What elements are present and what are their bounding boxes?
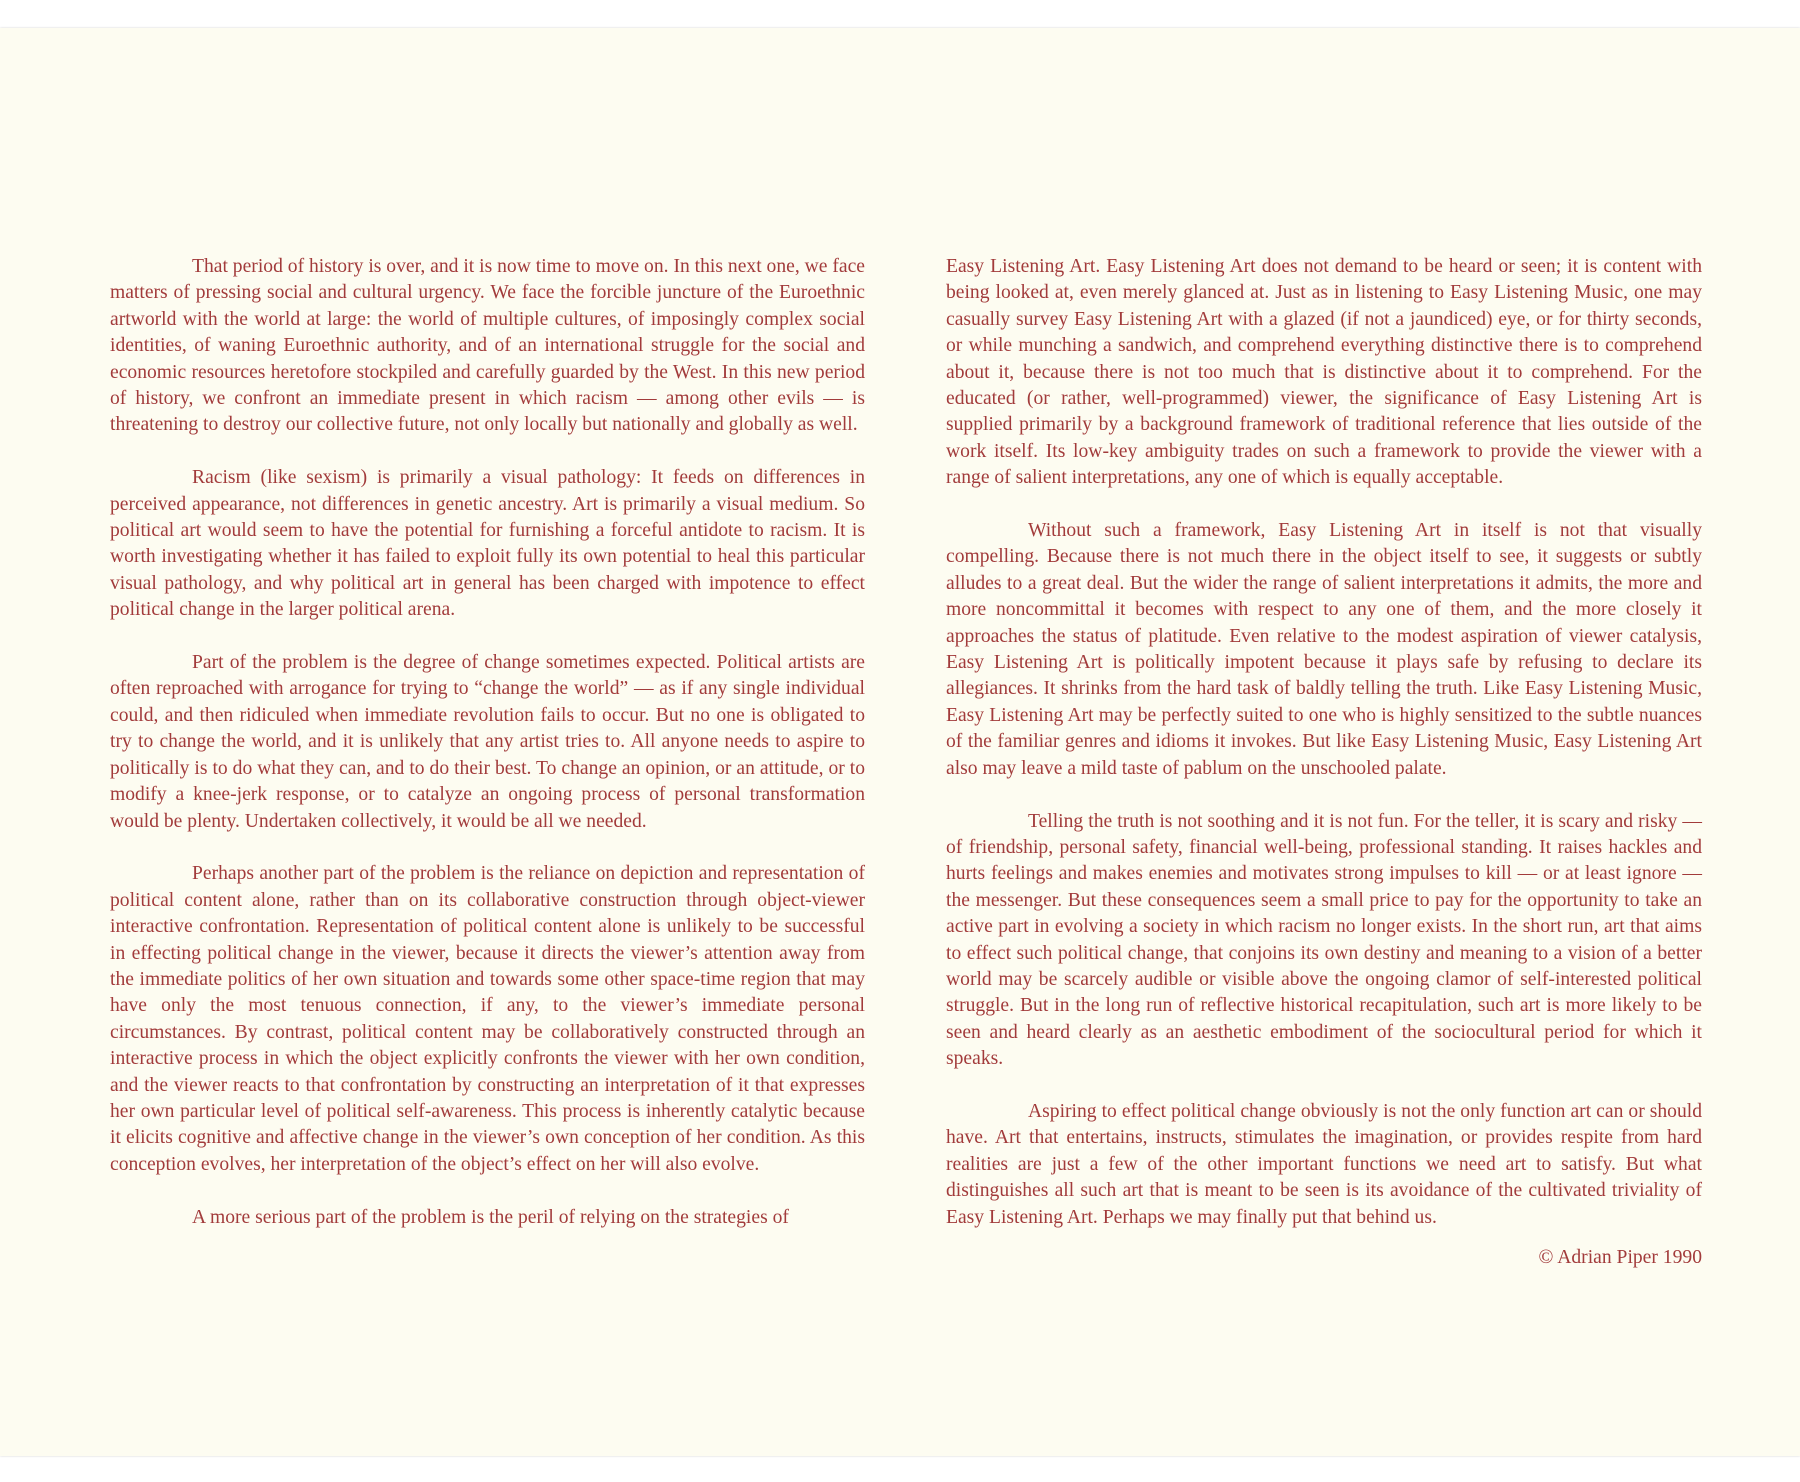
paragraph-racism-visual-pathology: Racism (like sexism) is primarily a visual pathology: It feeds on differences in perceived appearance, not differences in genetic ancestry. Art is primarily a visual medium. So political art would seem to have the potential for furnishing a forceful antidote to racism. It is worth investigating whether it has failed to exploit fully its own potential to heal this particular visual pathology, and why political art in general has been charged with impotence to effect political change in the larger political arena. bbox=[110, 467, 865, 621]
paragraph-without-framework: Without such a framework, Easy Listening Art in itself is not that visually compelling. Because there is not much there in the object itself to see, it suggests or subtly alludes to a great deal. But the wider the range of salient interpretations it admits, the more and more noncommittal it becomes with respect to any one of them, and the more closely it approaches the status of platitude. Even relative to the modest aspiration of viewer catalysis, Easy Listening Art is politically impotent because it plays safe by refusing to declare its allegiances. It shrinks from the hard task of baldly telling the truth. Like Easy Listening Music, Easy Listening Art may be perfectly suited to one who is highly sensitized to the subtle nuances of the familiar genres and idioms it invokes. But like Easy Listening Music, Easy Listening Art also may leave a mild taste of pablum on the unschooled palate. bbox=[946, 520, 1702, 779]
left-text-column bbox=[110, 254, 865, 1231]
paper-sheet bbox=[0, 28, 1800, 1456]
copyright-notice: © Adrian Piper 1990 bbox=[1538, 1246, 1702, 1268]
paragraph-easy-listening-art: Easy Listening Art. Easy Listening Art does not demand to be heard or seen; it is content with being looked at, even merely glanced at. Just as in listening to Easy Listening Music, one may casually survey Easy Listening Art with a glazed (if not a jaundiced) eye, or for thirty seconds, or while munching a sandwich, and comprehend everything distinctive there is to comprehend about it, because there is not too much that is distinctive about it to comprehend. For the educated (or rather, well-programmed) viewer, the significance of Easy Listening Art is supplied primarily by a background framework of traditional reference that lies outside of the work itself. Its low-key ambiguity trades on such a framework to provide the viewer with a range of salient interpretations, any one of which is equally acceptable. bbox=[946, 256, 1702, 489]
paragraph-degree-of-change: Part of the problem is the degree of change sometimes expected. Political artists are often reproached with arrogance for trying to “change the world” — as if any single individual could, and then ridiculed when immediate revolution fails to occur. But no one is obligated to try to change the world, and it is unlikely that any artist tries to. All anyone needs to aspire to politically is to do what they can, and to do their best. To change an opinion, or an attitude, or to modify a knee-jerk response, or to catalyze an ongoing process of personal transformation would be plenty. Undertaken collectively, it would be all we needed. bbox=[110, 652, 865, 832]
paragraph-telling-the-truth: Telling the truth is not soothing and it is not fun. For the teller, it is scary and risky — of friendship, personal safety, financial well-being, professional standing. It raises hackles and hurts feelings and makes enemies and motivates strong impulses to kill — or at least ignore — the messenger. But these consequences seem a small price to pay for the opportunity to take an active part in evolving a society in which racism no longer exists. In the short run, art that aims to effect such political change, that conjoins its own destiny and meaning to a vision of a better world may be scarcely audible or visible above the ongoing clamor of self-interested political struggle. But in the long run of reflective historical recapitulation, such art is more likely to be seen and heard clearly as an aesthetic embodiment of the sociocultural period for which it speaks. bbox=[946, 810, 1702, 1070]
paragraph-serious-part: A more serious part of the problem is the peril of relying on the strategies of bbox=[192, 1206, 789, 1228]
paragraph-aspiring-political-change: Aspiring to effect political change obviously is not the only function art can or should have. Art that entertains, instructs, stimulates the imagination, or provides respite from hard realities are just a few of the other important functions we need art to satisfy. But what distinguishes all such art that is meant to be seen is its avoidance of the cultivated triviality of Easy Listening Art. Perhaps we may finally put that behind us. bbox=[946, 1100, 1702, 1228]
paragraph-depiction-representation: Perhaps another part of the problem is the reliance on depiction and representation of political content alone, rather than on its collaborative construction through object-viewer interactive confrontation. Representation of political content alone is unlikely to be successful in effecting political change in the viewer, because it directs the viewer’s attention away from the immediate politics of her own situation and towards some other space-time region that may have only the most tenuous connection, if any, to the viewer’s immediate personal circumstances. By contrast, political content may be collaboratively constructed through an interactive process in which the object explicitly confronts the viewer with her own condition, and the viewer reacts to that confrontation by constructing an interpretation of it that expresses her own particular level of political self-awareness. This process is inherently catalytic because it elicits cognitive and affective change in the viewer’s own conception of her condition. As this conception evolves, her interpretation of the object’s effect on her will also evolve. bbox=[110, 863, 865, 1175]
paragraph-history-over: That period of history is over, and it is now time to move on. In this next one, we face matters of pressing social and cultural urgency. We face the forcible juncture of the Euroethnic artworld with the world at large: the world of multiple cultures, of imposingly complex social identities, of waning Euroethnic authority, and of an international struggle for the social and economic resources heretofore stockpiled and carefully guarded by the West. In this new period of history, we confront an immediate present in which racism — among other evils — is threatening to destroy our collective future, not only locally but nationally and globally as well. bbox=[110, 256, 865, 436]
right-text-column bbox=[946, 254, 1702, 1271]
